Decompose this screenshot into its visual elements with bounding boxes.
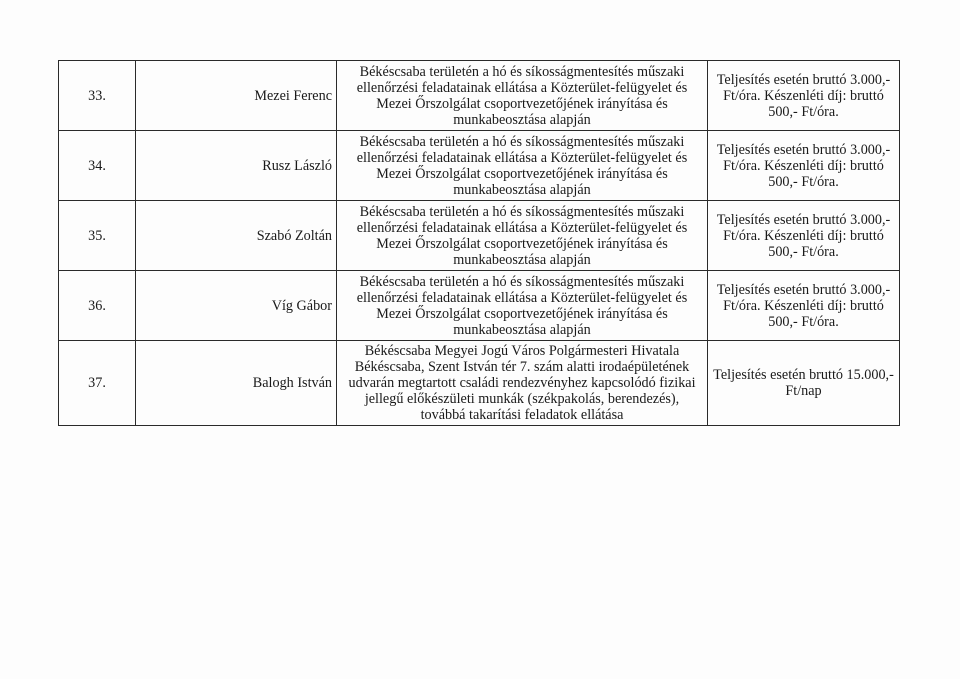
person-name: Víg Gábor	[136, 271, 337, 341]
task-description: Békéscsaba területén a hó és síkosságmentesítés műszaki ellenőrzési feladatainak ellátása a Közterület-felügyelet és Mezei Őrszolgálat csoportvezetőjének irányítása és munkabeosztása alapján	[337, 271, 708, 341]
row-number: 35.	[59, 201, 136, 271]
person-name: Mezei Ferenc	[136, 61, 337, 131]
person-name: Rusz László	[136, 131, 337, 201]
fee-terms: Teljesítés esetén bruttó 3.000,- Ft/óra. Készenléti díj: bruttó 500,- Ft/óra.	[708, 271, 900, 341]
task-description: Békéscsaba Megyei Jogú Város Polgármesteri Hivatala Békéscsaba, Szent István tér 7. szám alatti irodaépületének udvarán megtartott családi rendezvényhez kapcsolódó fizikai jellegű előkészületi munkák (székpakolás, berendezés), továbbá takarítási feladatok ellátása	[337, 341, 708, 426]
fee-terms: Teljesítés esetén bruttó 3.000,- Ft/óra. Készenléti díj: bruttó 500,- Ft/óra.	[708, 61, 900, 131]
row-number: 36.	[59, 271, 136, 341]
task-description: Békéscsaba területén a hó és síkosságmentesítés műszaki ellenőrzési feladatainak ellátása a Közterület-felügyelet és Mezei Őrszolgálat csoportvezetőjének irányítása és munkabeosztása alapján	[337, 201, 708, 271]
fee-terms: Teljesítés esetén bruttó 3.000,- Ft/óra. Készenléti díj: bruttó 500,- Ft/óra.	[708, 201, 900, 271]
person-name: Balogh István	[136, 341, 337, 426]
row-number: 33.	[59, 61, 136, 131]
row-number: 37.	[59, 341, 136, 426]
table-row	[59, 61, 900, 131]
records-table	[58, 60, 900, 426]
row-number: 34.	[59, 131, 136, 201]
person-name: Szabó Zoltán	[136, 201, 337, 271]
table-row	[59, 271, 900, 341]
fee-terms: Teljesítés esetén bruttó 15.000,- Ft/nap	[708, 341, 900, 426]
task-description: Békéscsaba területén a hó és síkosságmentesítés műszaki ellenőrzési feladatainak ellátása a Közterület-felügyelet és Mezei Őrszolgálat csoportvezetőjének irányítása és munkabeosztása alapján	[337, 131, 708, 201]
table-row	[59, 131, 900, 201]
table-row	[59, 201, 900, 271]
fee-terms: Teljesítés esetén bruttó 3.000,- Ft/óra. Készenléti díj: bruttó 500,- Ft/óra.	[708, 131, 900, 201]
table-row	[59, 341, 900, 426]
task-description: Békéscsaba területén a hó és síkosságmentesítés műszaki ellenőrzési feladatainak ellátása a Közterület-felügyelet és Mezei Őrszolgálat csoportvezetőjének irányítása és munkabeosztása alapján	[337, 61, 708, 131]
